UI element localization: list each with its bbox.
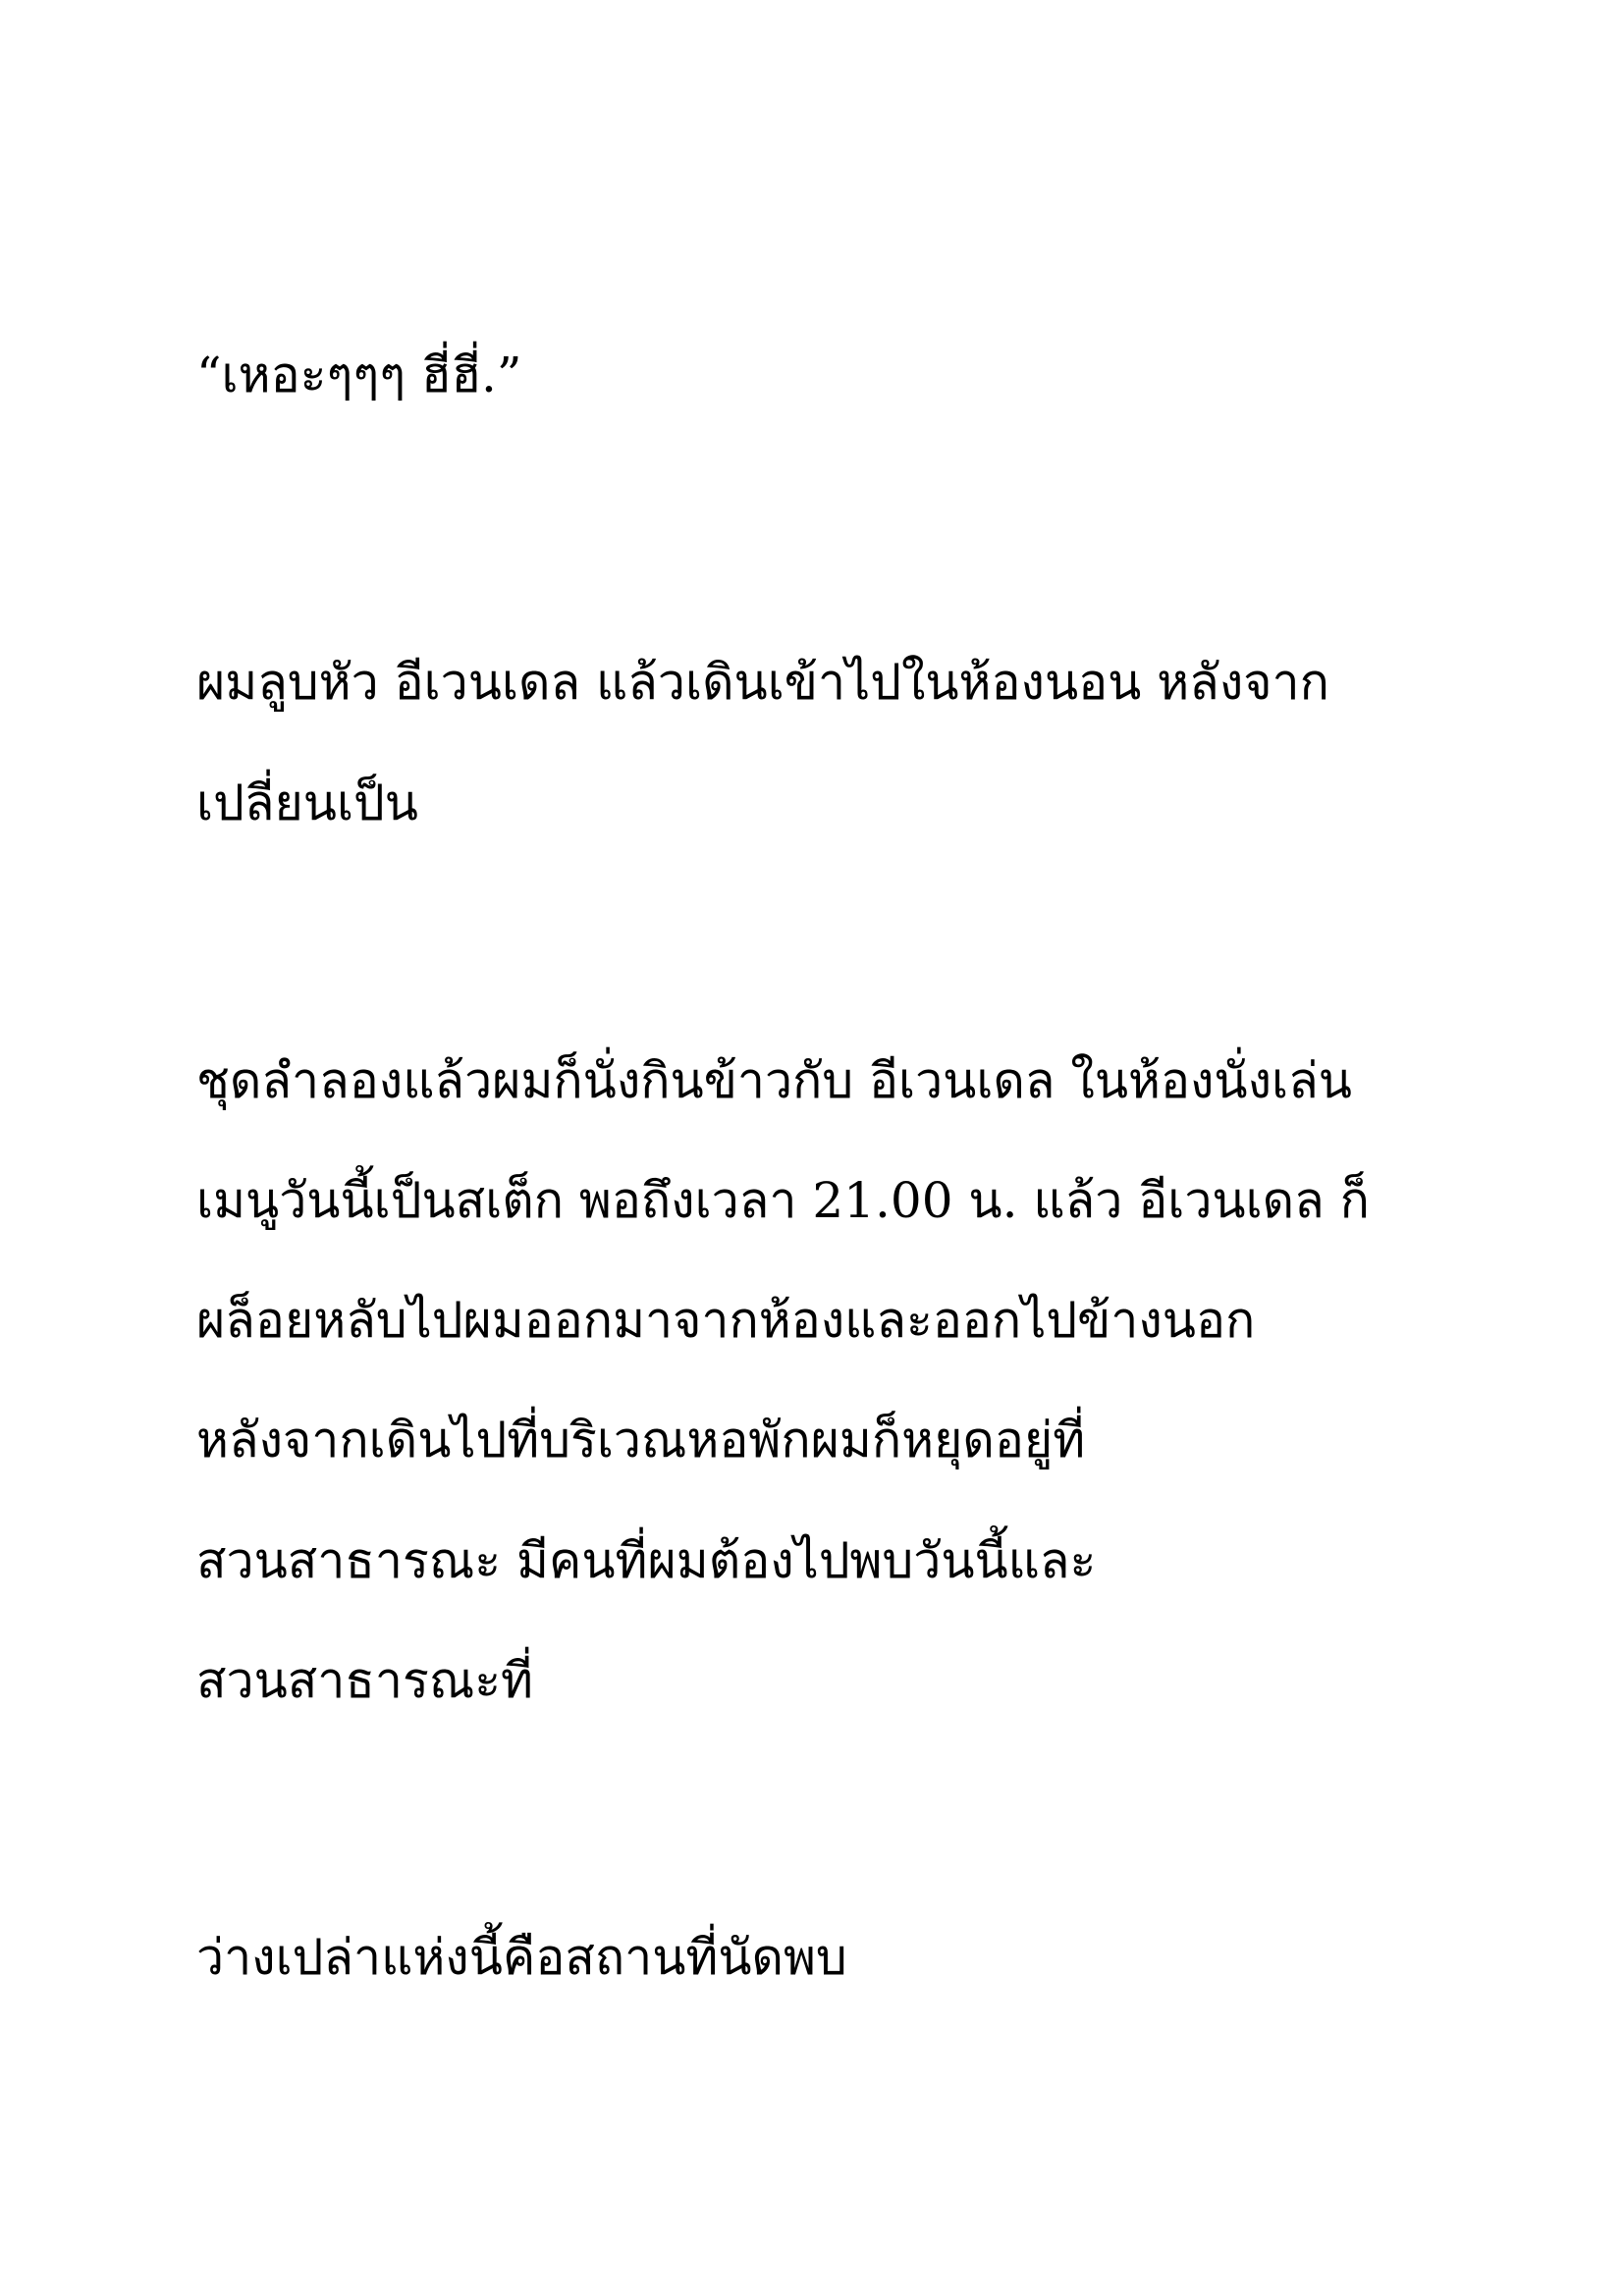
text-line: หลังจากเดินไปที่บริเวณหอพักผมก็หยุดอยู่ที่ — [196, 1412, 1086, 1468]
text-line: เปลี่ยนเป็น — [196, 774, 418, 831]
text-line: ผมลูบหัว อีเวนเดล แล้วเดินเข้าไปในห้องนอน หลังจาก — [196, 654, 1329, 711]
text-line: ผล็อยหลับไปผมออกมาจากห้องและออกไปข้างนอก — [196, 1292, 1256, 1349]
text-line: ว่างเปล่าแห่งนี้คือสถานที่นัดพบ — [196, 1929, 847, 1986]
text-line: สวนสาธารณะ มีคนที่ผมต้องไปพบวันนี้และ — [196, 1532, 1097, 1589]
text-line: สวนสาธารณะที่ — [196, 1652, 534, 1709]
text-line: ชุดลำลองแล้วผมก็นั่งกินข้าวกับ อีเวนเดล ในห้องนั่งเล่น — [196, 1052, 1352, 1109]
text-line: เมนูวันนี้เป็นสเต็ก พอถึงเวลา 21.00 น. แล้ว อีเวนเดล ก็ — [196, 1172, 1370, 1229]
text-line: “เหอะๆๆๆ ฮี่ฮี่.” — [196, 347, 522, 403]
